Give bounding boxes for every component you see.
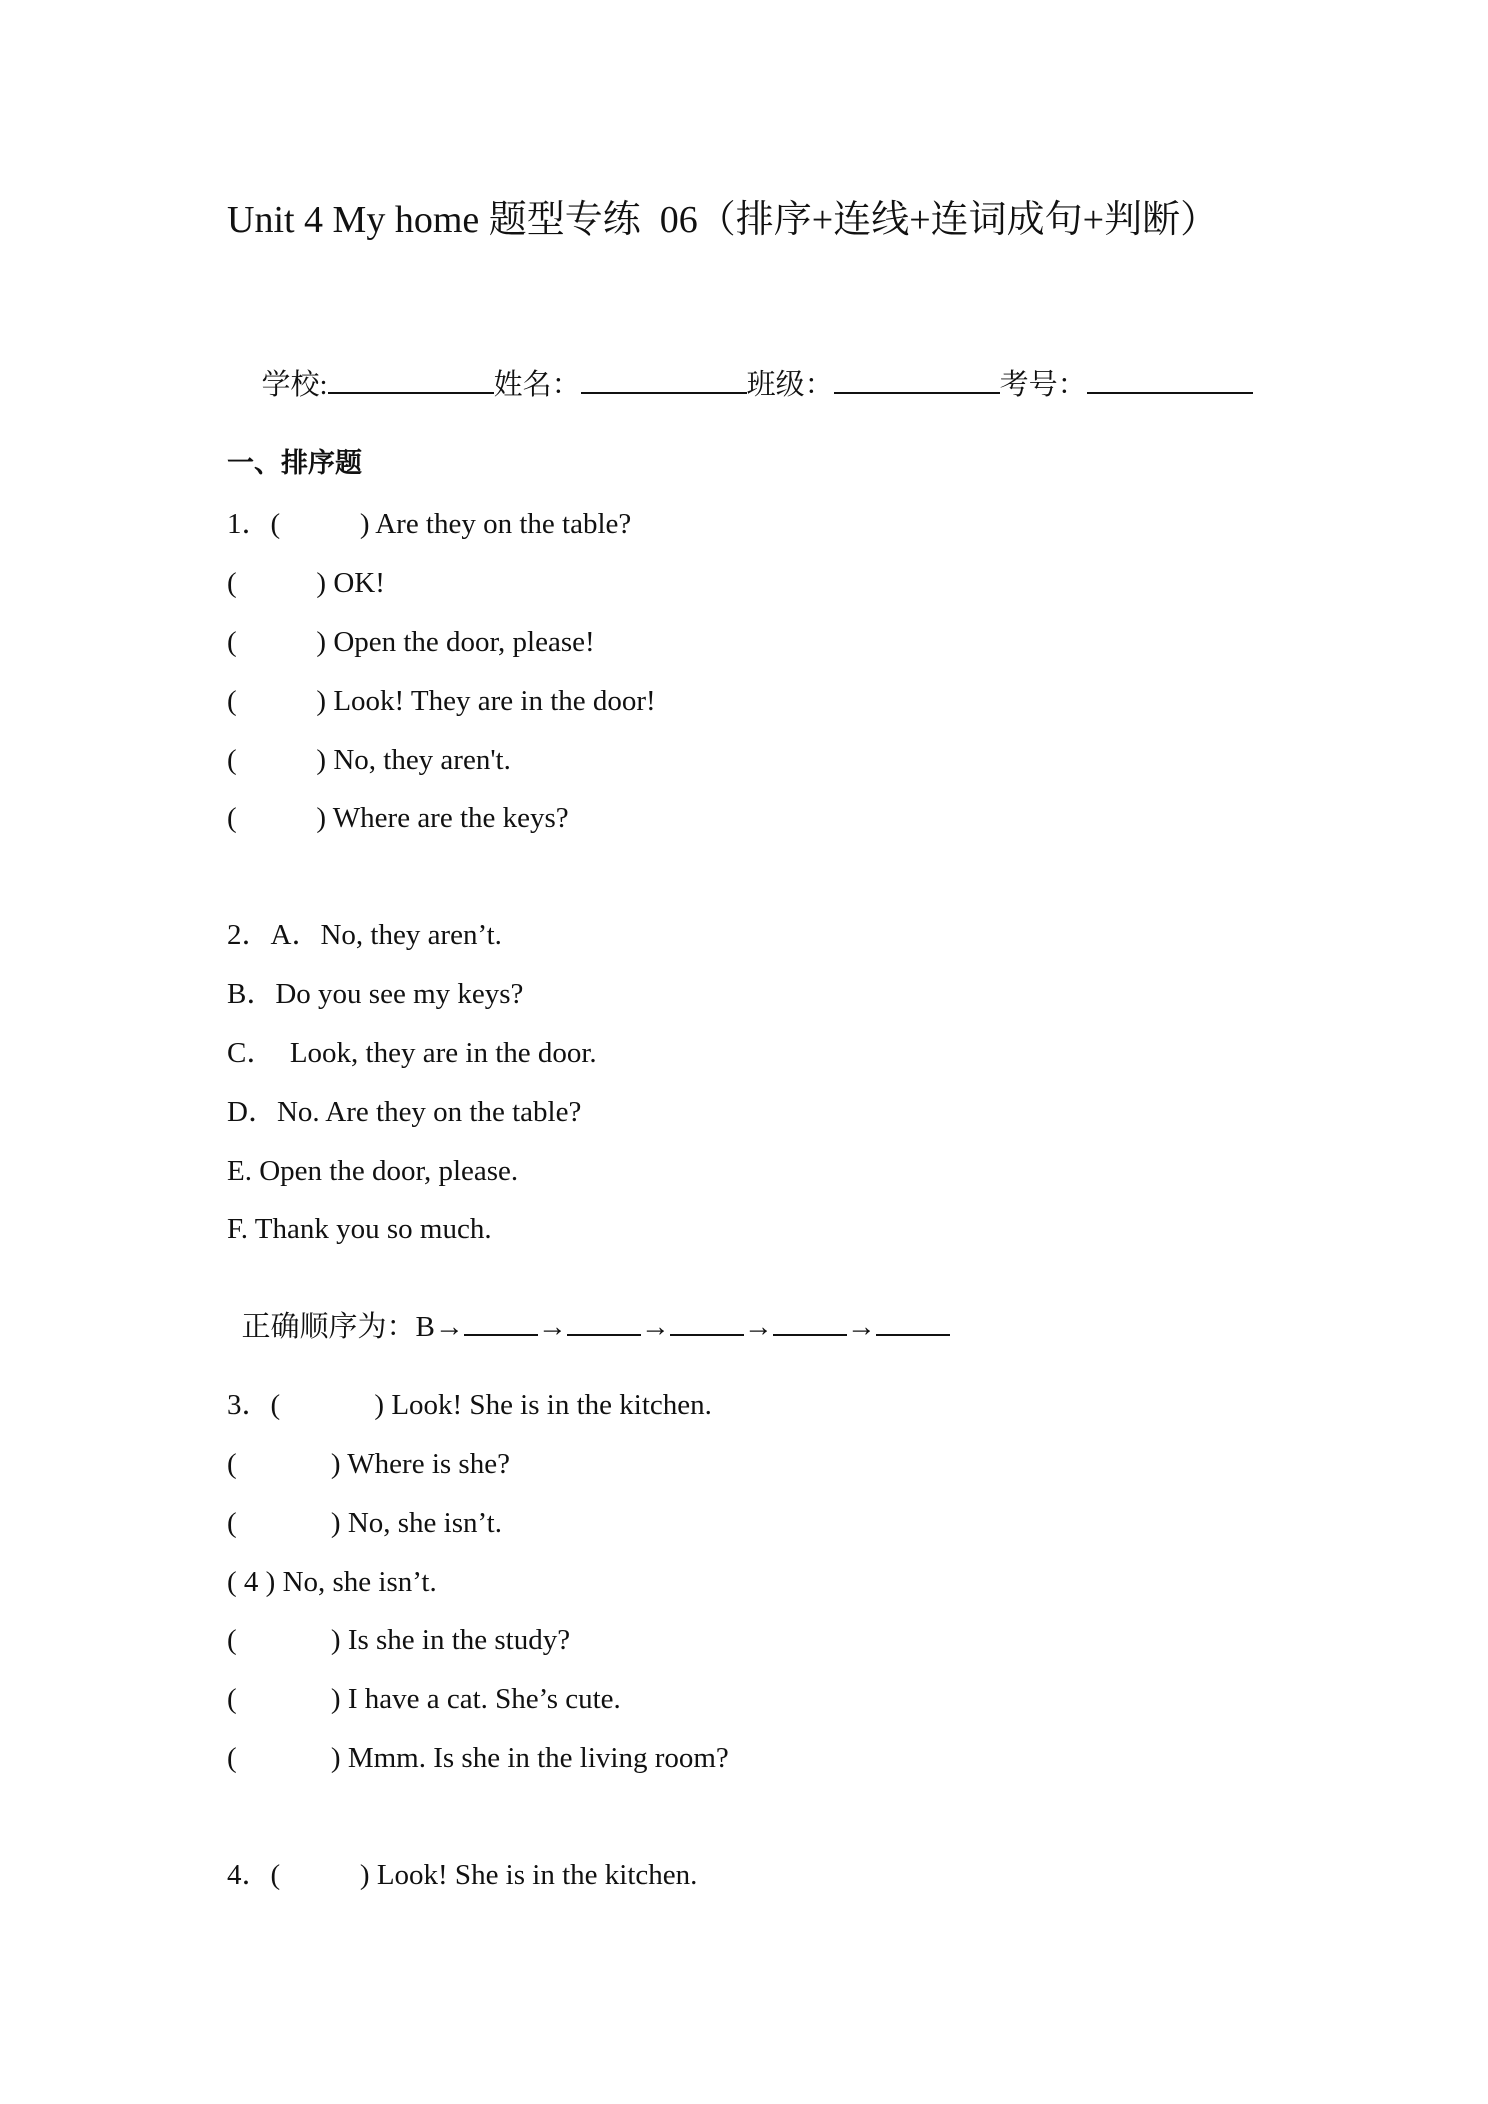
q1-line: ( ) OK! <box>227 567 385 599</box>
number-blank[interactable] <box>1087 364 1253 394</box>
arrow: → <box>846 1311 876 1343</box>
q1-line: 1．( ) Are they on the table? <box>227 508 632 540</box>
school-label: 学校: <box>261 369 328 401</box>
q2-option: E. Open the door, please. <box>227 1155 519 1187</box>
section-heading: 一、排序题 <box>227 448 362 479</box>
order-blank[interactable] <box>670 1306 744 1336</box>
q2-option: B．Do you see my keys? <box>227 978 524 1010</box>
q2-option: F. Thank you so much. <box>227 1213 492 1245</box>
class-label: 班级： <box>746 369 834 401</box>
arrow: → <box>743 1311 773 1343</box>
q3-line: ( 4 ) No, she isn’t. <box>227 1566 437 1598</box>
page-title: Unit 4 My home 题型专练 06（排序+连线+连词成句+判断） <box>227 199 1219 241</box>
q3-line: ( ) I have a cat. She’s cute. <box>227 1683 621 1715</box>
class-blank[interactable] <box>834 364 1000 394</box>
q3-line: ( ) No, she isn’t. <box>227 1507 502 1539</box>
order-blank[interactable] <box>567 1306 641 1336</box>
number-label: 考号： <box>999 369 1087 401</box>
order-label: 正确顺序为：B <box>241 1311 435 1343</box>
q1-line: ( ) Where are the keys? <box>227 802 569 834</box>
q3-line: ( ) Is she in the study? <box>227 1624 571 1656</box>
school-blank[interactable] <box>328 364 494 394</box>
q2-option: D．No. Are they on the table? <box>227 1096 582 1128</box>
q2-order-line <box>227 1270 950 1345</box>
arrow: → <box>434 1311 464 1343</box>
order-blank[interactable] <box>464 1306 538 1336</box>
q3-line: ( ) Mmm. Is she in the living room? <box>227 1742 729 1774</box>
name-blank[interactable] <box>581 364 747 394</box>
q2-option: 2．A．No, they aren’t. <box>227 919 502 951</box>
q1-line: ( ) Open the door, please! <box>227 626 595 658</box>
order-blank[interactable] <box>876 1306 950 1336</box>
q4-line: 4．( ) Look! She is in the kitchen. <box>227 1859 698 1891</box>
arrow: → <box>537 1311 567 1343</box>
arrow: → <box>640 1311 670 1343</box>
q1-line: ( ) No, they aren't. <box>227 744 511 776</box>
name-label: 姓名： <box>493 369 581 401</box>
student-info-row <box>247 328 1253 403</box>
order-blank[interactable] <box>773 1306 847 1336</box>
q3-line: ( ) Where is she? <box>227 1448 510 1480</box>
q2-option: C． Look, they are in the door. <box>227 1037 597 1069</box>
q3-line: 3．( ) Look! She is in the kitchen. <box>227 1389 712 1421</box>
q1-line: ( ) Look! They are in the door! <box>227 685 656 717</box>
